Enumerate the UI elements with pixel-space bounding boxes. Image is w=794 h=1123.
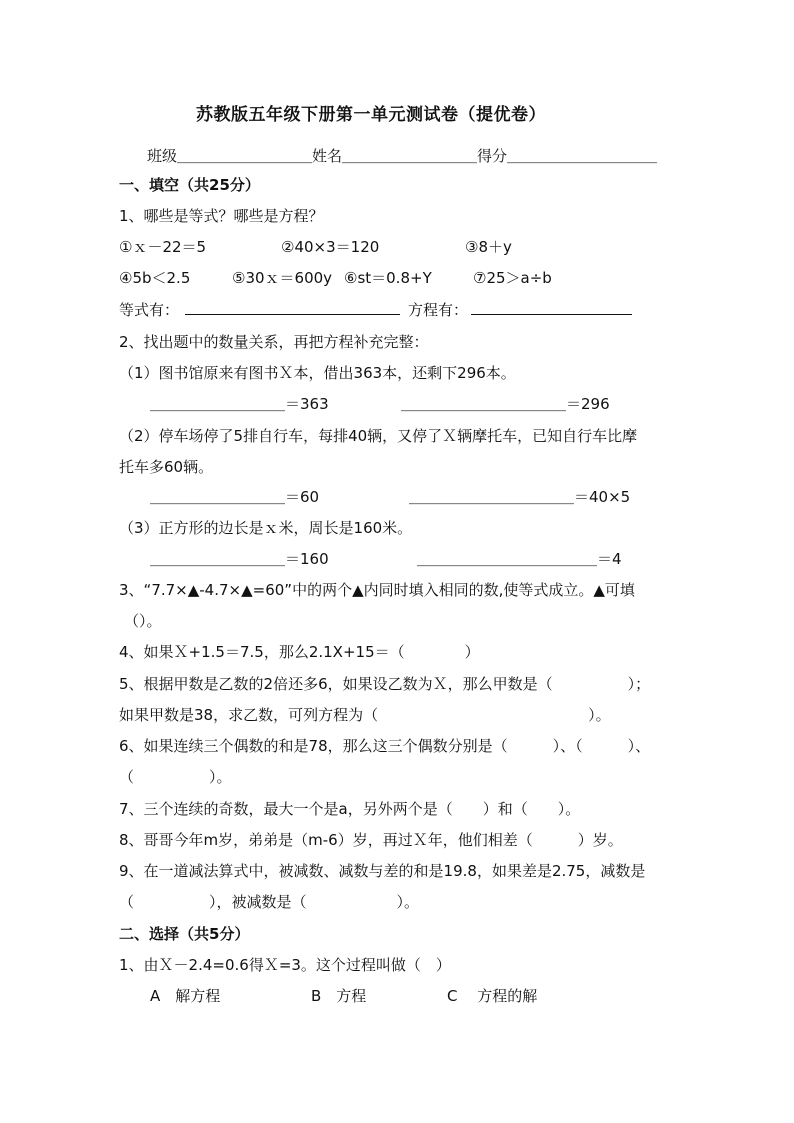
- question-6-line-1: 6、如果连续三个偶数的和是78，那么这三个偶数分别是（ ）、（ ）、: [119, 737, 651, 755]
- section-heading-fill-in: 一、填空（共25分）: [119, 176, 260, 194]
- q1-option-3: ③8＋y: [465, 238, 512, 256]
- q2-part-1-equation-a: ＿＿＿＿＿＿＿＿＿＝363: [150, 395, 329, 413]
- q1-option-2: ②40×3＝120: [281, 238, 380, 256]
- q2-part-1: （1）图书馆原来有图书Ｘ本，借出363本，还剩下296本。: [119, 364, 516, 382]
- question-5-line-2: 如果甲数是38，求乙数，可列方程为（ ）。: [119, 706, 611, 724]
- question-2: 2、找出题中的数量关系，再把方程补充完整：: [119, 333, 429, 351]
- choice-option-c[interactable]: C 方程的解: [447, 987, 538, 1005]
- section-heading-choice: 二、选择（共5分）: [119, 925, 250, 943]
- q1-option-6: ⑥st＝0.8+Y: [344, 269, 432, 287]
- q2-part-2-equation-a: ＿＿＿＿＿＿＿＿＿＝60: [150, 488, 320, 506]
- question-5-line-1: 5、根据甲数是乙数的2倍还多6，如果设乙数为Ｘ，那么甲数是（ ）；: [119, 675, 651, 693]
- q2-part-2-equation-b: ＿＿＿＿＿＿＿＿＿＿＿＝40×5: [409, 488, 631, 506]
- choice-question-1: 1、由Ｘ－2.4=0.6得Ｘ=3。这个过程叫做（ ）: [119, 956, 451, 974]
- q1-option-4: ④5b＜2.5: [119, 269, 191, 287]
- question-6-line-2: （ ）。: [119, 768, 232, 786]
- question-4: 4、如果Ｘ+1.5＝7.5，那么2.1X+15＝（ ）: [119, 643, 480, 661]
- question-3-line-1: 3、“7.7×▲-4.7×▲=60”中的两个▲内同时填入相同的数,使等式成立。▲可填: [119, 581, 635, 599]
- q2-part-3-equation-a: ＿＿＿＿＿＿＿＿＿＝160: [150, 550, 329, 568]
- choice-option-b[interactable]: B 方程: [311, 987, 367, 1005]
- question-9-line-2: （ ），被减数是（ ）。: [119, 893, 420, 911]
- q1-equation-answer-field[interactable]: [185, 300, 400, 315]
- question-1: 1、哪些是等式？哪些是方程？: [119, 207, 324, 225]
- q2-part-2-line-2: 托车多60辆。: [119, 458, 214, 476]
- choice-option-a[interactable]: A 解方程: [150, 987, 221, 1005]
- q1-option-5: ⑤30ｘ＝600y: [232, 269, 333, 287]
- q2-part-3: （3）正方形的边长是ｘ米，周长是160米。: [119, 519, 413, 537]
- q1-formula-label: 方程有：: [408, 301, 469, 319]
- q2-part-2-line-1: （2）停车场停了5排自行车，每排40辆，又停了Ｘ辆摩托车，已知自行车比摩: [119, 427, 638, 445]
- q2-part-3-equation-b: ＿＿＿＿＿＿＿＿＿＿＿＿＝4: [417, 550, 622, 568]
- question-9-line-1: 9、在一道减法算式中，被减数、减数与差的和是19.8，如果差是2.75，减数是: [119, 862, 646, 880]
- q1-option-7: ⑦25＞a÷b: [473, 269, 552, 287]
- q1-equation-label: 等式有：: [119, 301, 180, 319]
- student-info-line: 班级＿＿＿＿＿＿＿＿＿姓名＿＿＿＿＿＿＿＿＿得分＿＿＿＿＿＿＿＿＿＿: [147, 147, 658, 165]
- q1-option-1: ①ｘ－22＝5: [119, 238, 207, 256]
- page-title: 苏教版五年级下册第一单元测试卷（提优卷）: [196, 105, 546, 125]
- q1-formula-answer-field[interactable]: [471, 300, 632, 315]
- question-8: 8、哥哥今年m岁，弟弟是（m-6）岁，再过Ｘ年，他们相差（ ）岁。: [119, 831, 623, 849]
- question-3-line-2: （）。: [124, 612, 162, 630]
- question-7: 7、三个连续的奇数，最大一个是a，另外两个是（ ）和（ ）。: [119, 800, 581, 818]
- q2-part-1-equation-b: ＿＿＿＿＿＿＿＿＿＿＿＝296: [401, 395, 610, 413]
